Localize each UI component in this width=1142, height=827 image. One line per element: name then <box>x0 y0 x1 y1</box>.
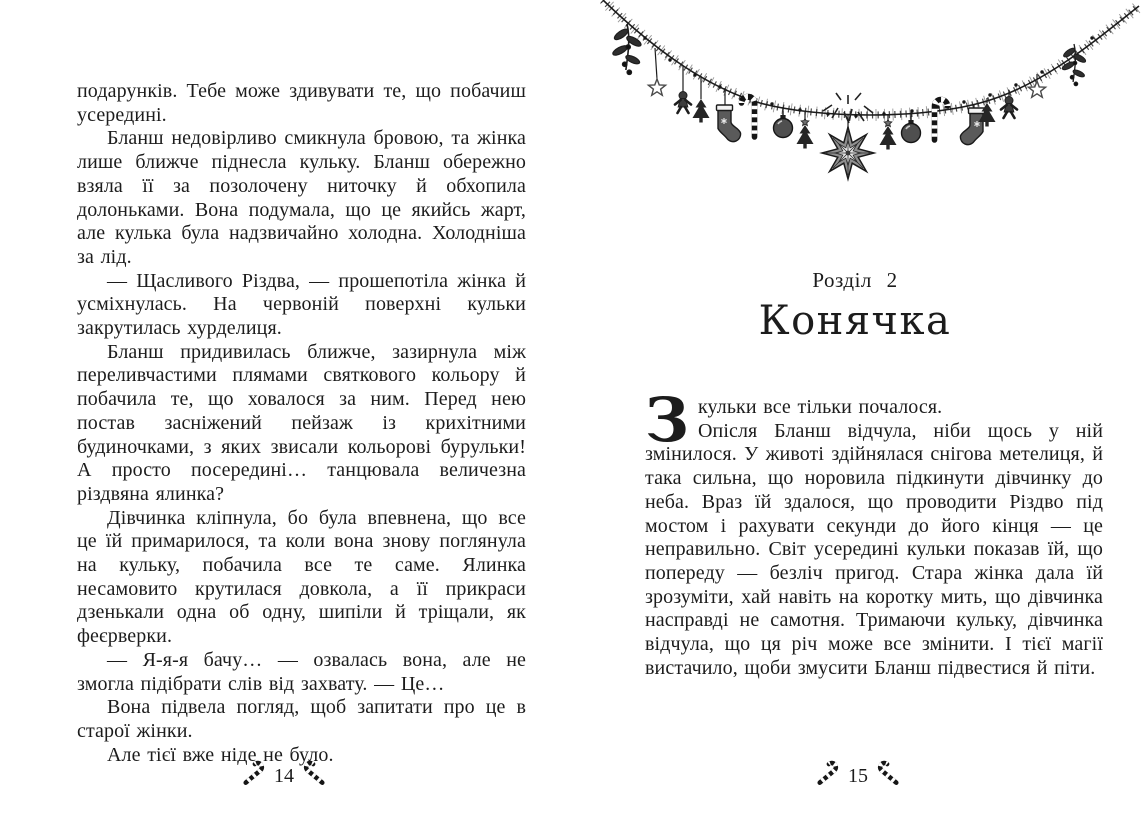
opening-line: кульки все тільки почалося. <box>698 396 943 418</box>
candy-cane-icon <box>742 97 755 138</box>
paragraph-3: — Щасливого Різдва, — прошепотіла жінка й усміхнулась. На червоній поверхні кульки закрутилась хурделиця. <box>77 269 526 340</box>
candy-cane-icon <box>237 757 267 788</box>
garland-berries <box>643 36 1093 117</box>
bauble-icon <box>902 116 921 143</box>
paragraph-5: Дівчинка кліпнула, бо була впевнена, що все це їй примарилося, та коли вона знову поглянула на кульку, побачила все те саме. Ялинка несамовито крутилася довкола, а її прикраси дзенькали одна об одну, шипіли й тріщали, як феєрверки. <box>77 506 526 648</box>
christmas-tree-icon <box>693 99 710 123</box>
stocking-icon <box>960 108 984 145</box>
chapter-number: Розділ 2 <box>812 268 898 292</box>
candy-cane-icon <box>935 100 948 141</box>
right-page-footer <box>811 750 905 788</box>
chapter-heading <box>645 268 1103 344</box>
paragraph-6: — Я-я-я бачу… — озвалась вона, але не змогла підібрати слів від захвату. — Це… <box>77 648 526 695</box>
christmas-tree-star-icon <box>880 119 897 150</box>
drop-cap: З <box>645 385 689 456</box>
candy-cane-icon <box>875 757 905 788</box>
chapter-title: Конячка <box>758 298 952 344</box>
paragraph-2: Бланш недовірливо смикнула бровою, та жінка лише ближче піднесла кульку. Бланш обережно взяла її за позолочену ниточку й обхопила долоньками. Вона подумала, що це якийсь жарт, але кулька була надзвичайно холодна. Холодніша за лід. <box>77 127 526 268</box>
right-page <box>645 385 1103 680</box>
gingerbread-man-icon <box>1001 97 1017 119</box>
page-number: 15 <box>848 765 868 787</box>
paragraph-1: подарунків. Тебе може здивувати те, що побачиш усередині. <box>77 80 526 126</box>
large-star-icon <box>822 127 874 179</box>
paragraph-8: Але тієї вже ніде не було. <box>107 743 334 766</box>
stocking-icon <box>717 105 741 142</box>
page-number: 14 <box>274 765 294 787</box>
bauble-icon <box>774 111 793 138</box>
paragraph-4: Бланш придивилась ближче, зазирнула між переливчастими плямами святкового кольору й побачила те, що ховалося за ним. Перед нею постав засніжений пейзаж із крихітними будиночками, з яких звисали кольорові бурульки! А просто посередині… танцювала величезна різдвяна ялинка? <box>77 340 526 505</box>
candy-cane-icon <box>301 757 331 788</box>
paragraph-1: Опісля Бланш відчула, ніби щось у ній змінилося. У животі здійнялася снігова метелиця, й така сильна, що норовила підкинути дівчинку до неба. Враз їй здалося, що проводити Різдво під мостом і рахувати секунди до його кінця — це неправильно. Світ усередині кульки показав їй, що попереду — безліч пригод. Стара жінка дала їй зрозуміти, хай навіть на коротку мить, що дівчинка насправді не самотня. Тримаючи кульку, дівчинка відчула, що ця річ може все змінити. І тієї магії вистачило, щоби змусити Бланш підвестися й піти. <box>645 419 1103 679</box>
gingerbread-man-icon <box>675 92 691 114</box>
paragraph-7: Вона підвела погляд, щоб запитати про це в старої жінки. <box>77 696 526 742</box>
star-outline-icon <box>648 79 665 95</box>
left-page <box>77 80 526 767</box>
christmas-garland-illustration <box>600 0 1142 200</box>
christmas-tree-star-icon <box>797 118 814 149</box>
candy-cane-icon <box>811 757 841 788</box>
left-page-footer <box>237 750 331 788</box>
